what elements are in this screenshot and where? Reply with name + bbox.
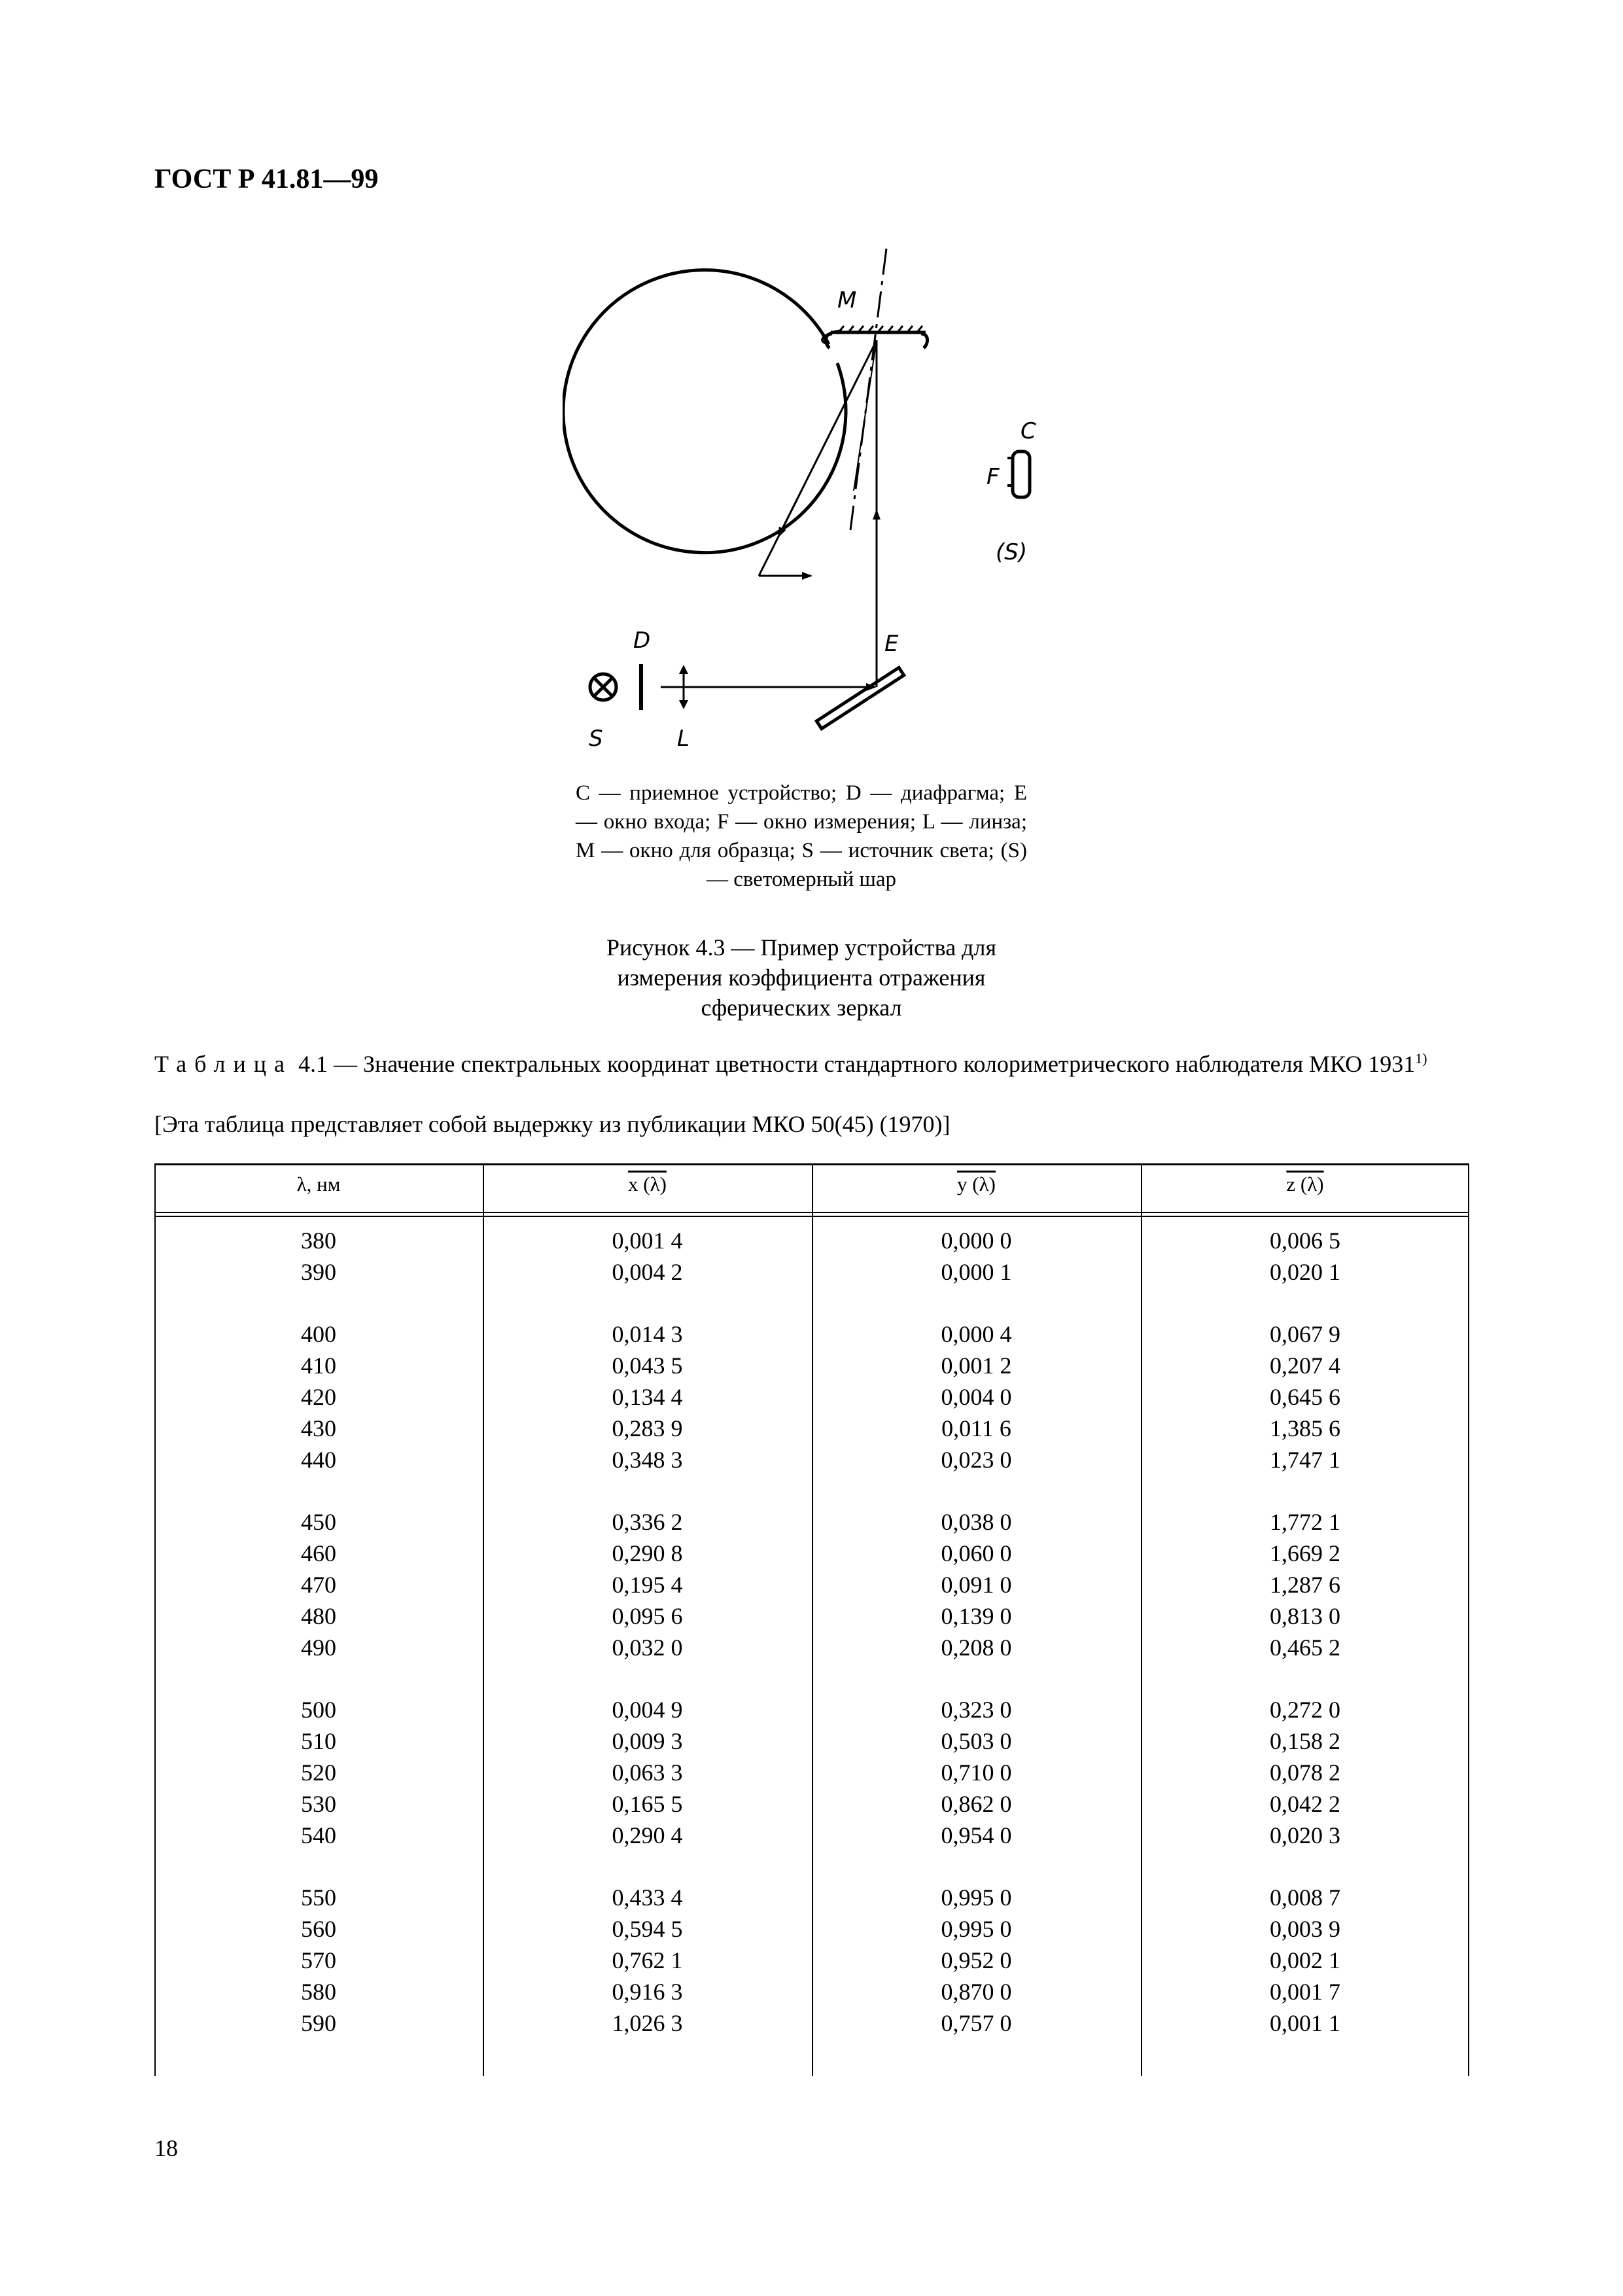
- table-cell: 0,952 0: [941, 1947, 1012, 1973]
- table-cell: 590: [301, 2010, 336, 2036]
- table-cell: 430: [301, 1415, 336, 1441]
- column-header-y: [812, 1173, 1141, 1196]
- label-m: M: [837, 287, 857, 313]
- table-cell: 390: [301, 1259, 336, 1285]
- table-cell: 400: [301, 1321, 336, 1347]
- table-row: [154, 1318, 1469, 1350]
- label-f: F: [986, 464, 1000, 490]
- table-row: [154, 1725, 1469, 1757]
- table-note: [Эта таблица представляет собой выдержку из публикации МКО 50(45) (1970)]: [154, 1111, 951, 1137]
- table-cell: 0,004 0: [941, 1384, 1012, 1410]
- table-cell: 0,503 0: [941, 1728, 1012, 1754]
- table-cell: 0,063 3: [612, 1759, 683, 1786]
- table-row: [154, 1569, 1469, 1600]
- table-cell: 1,287 6: [1270, 1572, 1340, 1598]
- table-row-group: [154, 1694, 1469, 1851]
- table-cell: 0,038 0: [941, 1509, 1012, 1535]
- label-d: D: [633, 627, 651, 654]
- integrating-sphere-diagram: [563, 236, 1060, 759]
- table-cell: 0,095 6: [612, 1603, 683, 1629]
- table-cell: 0,158 2: [1270, 1728, 1340, 1754]
- label-s-sphere: (S): [996, 539, 1028, 565]
- column-header-y-text: y (λ): [957, 1173, 996, 1195]
- table-title: [154, 1049, 1469, 1079]
- table-cell: 0,003 9: [1270, 1916, 1340, 1942]
- table-cell: 0,060 0: [941, 1540, 1012, 1566]
- table-row-group: [154, 1225, 1469, 1288]
- table-row: [154, 1913, 1469, 1945]
- table-cell: 0,001 7: [1270, 1979, 1340, 2005]
- table-row: [154, 1694, 1469, 1725]
- light-source-s: [590, 674, 616, 700]
- table-cell: 530: [301, 1791, 336, 1817]
- table-cell: 0,433 4: [612, 1884, 683, 1911]
- table-cell: 0,043 5: [612, 1352, 683, 1379]
- table-cell: 0,000 0: [941, 1227, 1012, 1254]
- table-cell: 1,772 1: [1270, 1509, 1340, 1535]
- table-cell: 0,195 4: [612, 1572, 683, 1598]
- receiver-c: [1013, 451, 1030, 497]
- table-cell: 0,290 4: [612, 1822, 683, 1848]
- table-cell: 1,385 6: [1270, 1415, 1340, 1441]
- table-cell: 0,995 0: [941, 1884, 1012, 1911]
- table-cell: 0,001 4: [612, 1227, 683, 1254]
- table-cell: 1,747 1: [1270, 1447, 1340, 1473]
- table-row: [154, 1632, 1469, 1663]
- table-cell: 0,078 2: [1270, 1759, 1340, 1786]
- table-cell: 0,020 3: [1270, 1822, 1340, 1848]
- table-cell: 0,001 1: [1270, 2010, 1340, 2036]
- table-cell: 1,026 3: [612, 2010, 683, 2036]
- table-cell: 560: [301, 1916, 336, 1942]
- table-cell: 0,004 2: [612, 1259, 683, 1285]
- table-cell: 0,862 0: [941, 1791, 1012, 1817]
- table-cell: 0,870 0: [941, 1979, 1012, 2005]
- table-row: [154, 1444, 1469, 1475]
- table-title-text: 4.1 — Значение спектральных координат цветности стандартного колориметрического наблюдателя МКО 1931: [298, 1051, 1416, 1077]
- table-cell: 0,995 0: [941, 1916, 1012, 1942]
- label-l: L: [677, 726, 689, 752]
- table-row: [154, 2007, 1469, 2039]
- table-cell: 0,023 0: [941, 1447, 1012, 1473]
- table-cell: 520: [301, 1759, 336, 1786]
- table-cell: 0,272 0: [1270, 1697, 1340, 1723]
- figure-caption: Рисунок 4.3 — Пример устройства для измерения коэффициента отражения сферических зеркал: [606, 934, 997, 1021]
- table-cell: 0,290 8: [612, 1540, 683, 1566]
- label-s: S: [589, 726, 603, 752]
- table-cell: 490: [301, 1634, 336, 1661]
- table-cell: 0,348 3: [612, 1447, 683, 1473]
- table-cell: 0,323 0: [941, 1697, 1012, 1723]
- label-e: E: [884, 631, 899, 657]
- table-row: [154, 1757, 1469, 1788]
- table-cell: 1,669 2: [1270, 1540, 1340, 1566]
- table-cell: 0,916 3: [612, 1979, 683, 2005]
- table-cell: 580: [301, 1979, 336, 2005]
- table-cell: 0,009 3: [612, 1728, 683, 1754]
- table-cell: 450: [301, 1509, 336, 1535]
- table-cell: 460: [301, 1540, 336, 1566]
- table-cell: 0,594 5: [612, 1916, 683, 1942]
- table-row: [154, 1945, 1469, 1976]
- column-header-lambda: λ, нм: [296, 1173, 341, 1195]
- table-row: [154, 1820, 1469, 1851]
- table-row: [154, 1600, 1469, 1632]
- table-row-group: [154, 1882, 1469, 2039]
- table-row: [154, 1976, 1469, 2007]
- sphere-outline: [563, 270, 846, 553]
- table-cell: 0,762 1: [612, 1947, 683, 1973]
- table-cell: 540: [301, 1822, 336, 1848]
- table-cell: 0,645 6: [1270, 1384, 1340, 1410]
- table-cell: 0,954 0: [941, 1822, 1012, 1848]
- table-row-group: [154, 1318, 1469, 1475]
- table-cell: 0,165 5: [612, 1791, 683, 1817]
- table-cell: 480: [301, 1603, 336, 1629]
- table-row-group: [154, 1506, 1469, 1663]
- table-row: [154, 1350, 1469, 1381]
- table-footnote-mark: 1): [1415, 1050, 1427, 1067]
- table-row: [154, 1256, 1469, 1288]
- table-cell: 0,134 4: [612, 1384, 683, 1410]
- table-body: [154, 1225, 1469, 2070]
- page-number: 18: [154, 2135, 178, 2161]
- table-cell: 0,813 0: [1270, 1603, 1340, 1629]
- table-cell: 0,006 5: [1270, 1227, 1340, 1254]
- table-cell: 410: [301, 1352, 336, 1379]
- reflected-arrow: [778, 497, 798, 537]
- table-cell: 0,067 9: [1270, 1321, 1340, 1347]
- table-cell: 470: [301, 1572, 336, 1598]
- table-row: [154, 1882, 1469, 1913]
- table-cell: 0,208 0: [941, 1634, 1012, 1661]
- table-cell: 0,014 3: [612, 1321, 683, 1347]
- table-cell: 0,001 2: [941, 1352, 1012, 1379]
- table-cell: 0,207 4: [1270, 1352, 1340, 1379]
- table-cell: 0,032 0: [612, 1634, 683, 1661]
- table-row: [154, 1506, 1469, 1538]
- table-cell: 0,042 2: [1270, 1791, 1340, 1817]
- table-row: [154, 1381, 1469, 1413]
- table-cell: 440: [301, 1447, 336, 1473]
- table-cell: 0,465 2: [1270, 1634, 1340, 1661]
- label-c: C: [1021, 418, 1036, 444]
- table-cell: 0,020 1: [1270, 1259, 1340, 1285]
- column-header-z-text: z (λ): [1286, 1173, 1324, 1195]
- table-cell: 0,139 0: [941, 1603, 1012, 1629]
- table-cell: 550: [301, 1884, 336, 1911]
- table-cell: 0,336 2: [612, 1509, 683, 1535]
- table-row: [154, 1538, 1469, 1569]
- table-cell: 0,004 9: [612, 1697, 683, 1723]
- table-row: [154, 1788, 1469, 1820]
- table-cell: 0,008 7: [1270, 1884, 1340, 1911]
- table-row: [154, 1413, 1469, 1444]
- table-label: Таблица: [154, 1051, 292, 1077]
- table-cell: 0,283 9: [612, 1415, 683, 1441]
- document-header: ГОСТ Р 41.81—99: [154, 164, 379, 194]
- column-header-z: [1141, 1173, 1469, 1196]
- table-cell: 570: [301, 1947, 336, 1973]
- table-cell: 380: [301, 1227, 336, 1254]
- column-header-x: [483, 1173, 812, 1196]
- table-cell: 0,002 1: [1270, 1947, 1340, 1973]
- table-row: [154, 1225, 1469, 1256]
- table-cell: 420: [301, 1384, 336, 1410]
- table-cell: 510: [301, 1728, 336, 1754]
- table-cell: 0,710 0: [941, 1759, 1012, 1786]
- table-cell: 0,757 0: [941, 2010, 1012, 2036]
- table-cell: 0,091 0: [941, 1572, 1012, 1598]
- table-cell: 500: [301, 1697, 336, 1723]
- deflecting-mirror: [816, 667, 903, 728]
- table-cell: 0,000 4: [941, 1321, 1012, 1347]
- table-cell: 0,011 6: [941, 1415, 1011, 1441]
- table-cell: 0,000 1: [941, 1259, 1012, 1285]
- column-header-x-text: x (λ): [628, 1173, 667, 1195]
- figure-legend: C — приемное устройство; D — диафрагма; E — окно входа; F — окно измерения; L — линза; M — окно для образца; S — источник света; (S) — светомерный шар: [576, 781, 1027, 891]
